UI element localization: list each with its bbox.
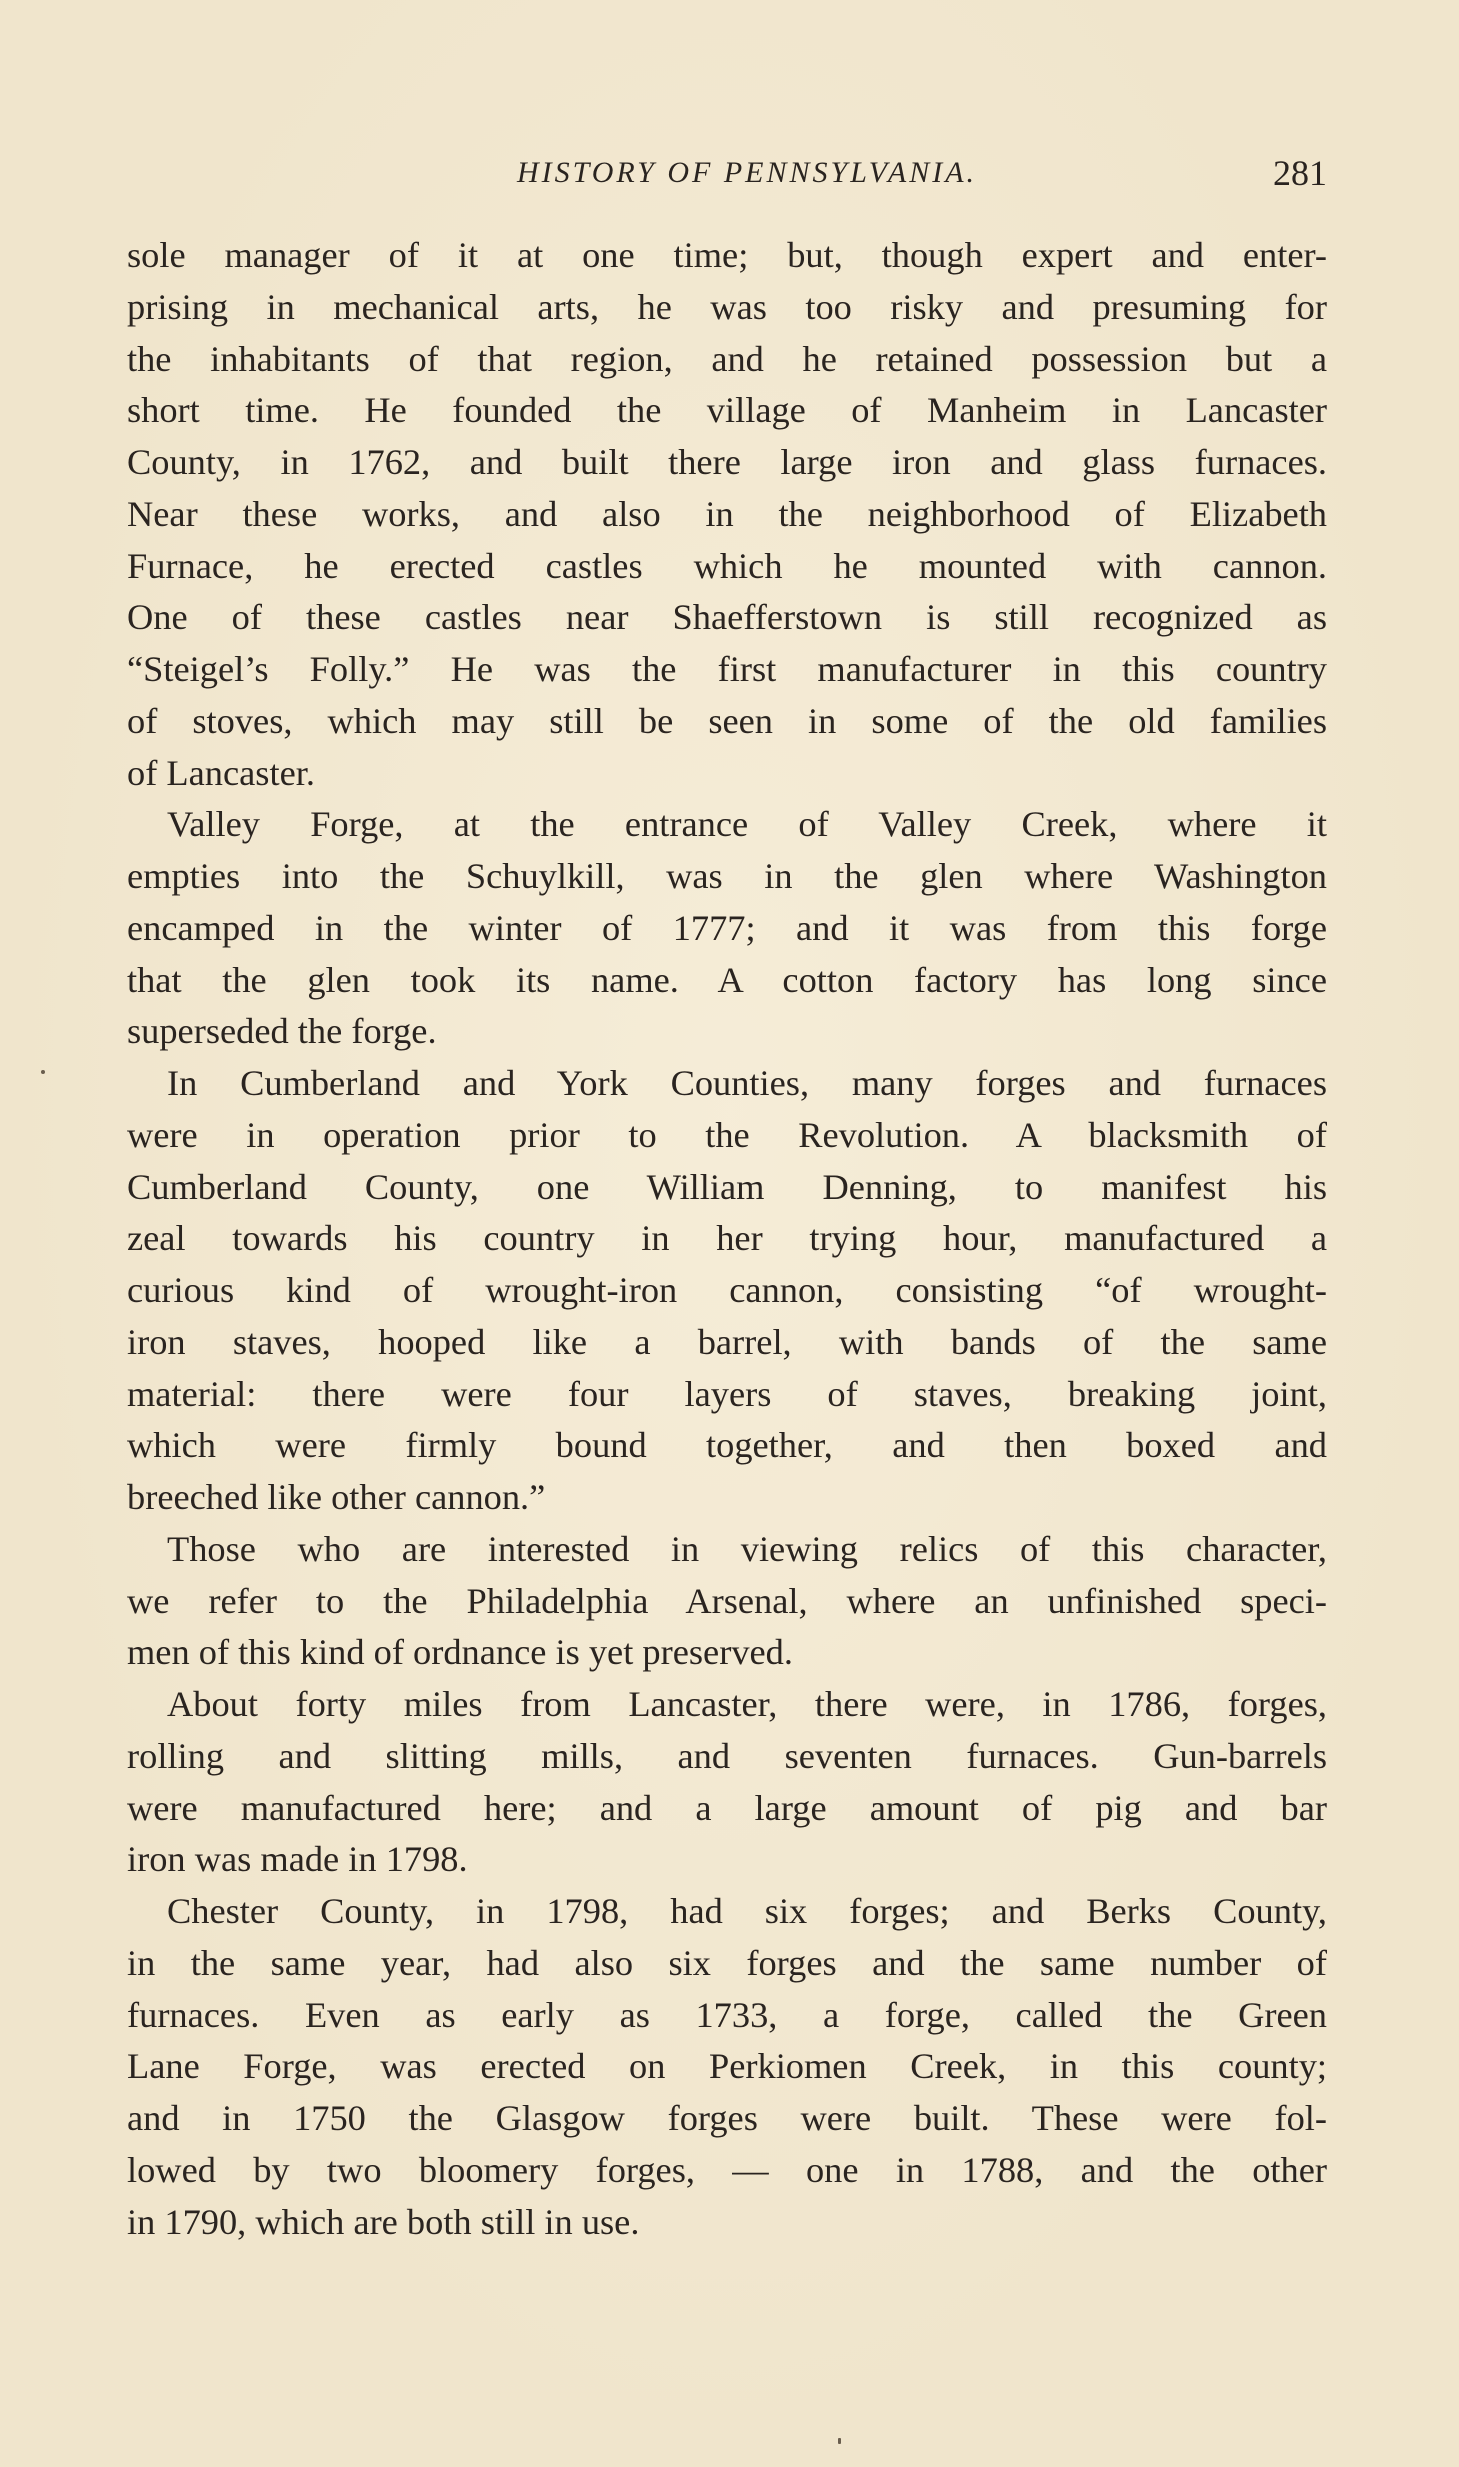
text-line: zeal towards his country in her trying hour, manufactured a [127, 1218, 1327, 1259]
text-line: Near these works, and also in the neighborhood of Elizabeth [127, 493, 1327, 534]
running-head [127, 150, 1327, 200]
text-line: empties into the Schuylkill, was in the glen where Washington [127, 856, 1327, 896]
text-line: we refer to the Philadelphia Arsenal, where an unfinished speci- [127, 1580, 1327, 1621]
body-text [127, 230, 1327, 2248]
text-line: furnaces. Even as early as 1733, a forge, called the Green [127, 1994, 1327, 2035]
text-line: Those who are interested in viewing relics of this character, [167, 1528, 1327, 1569]
running-title: HISTORY OF PENNSYLVANIA. [516, 156, 978, 189]
text-line: in the same year, had also six forges and the same number of [127, 1942, 1327, 1983]
paper-speck [838, 2438, 841, 2444]
text-line: About forty miles from Lancaster, there were, in 1786, forges, [167, 1684, 1327, 1724]
text-line: rolling and slitting mills, and seventen furnaces. Gun-barrels [127, 1735, 1327, 1776]
text-line: Cumberland County, one William Denning, to manifest his [127, 1166, 1327, 1207]
text-line: in 1790, which are both still in use. [127, 2201, 640, 2242]
text-line: the inhabitants of that region, and he retained possession but a [127, 338, 1327, 379]
text-line: sole manager of it at one time; but, though expert and enter- [127, 235, 1327, 275]
text-line: prising in mechanical arts, he was too risky and presuming for [127, 286, 1327, 327]
text-line: of Lancaster. [127, 752, 315, 793]
text-line: short time. He founded the village of Manheim in Lancaster [127, 390, 1327, 431]
text-line: of stoves, which may still be seen in some of the old families [127, 700, 1327, 741]
text-line: Valley Forge, at the entrance of Valley Creek, where it [167, 804, 1327, 845]
text-line: Furnace, he erected castles which he mounted with cannon. [127, 545, 1327, 586]
text-line: were in operation prior to the Revolution. A blacksmith of [127, 1114, 1327, 1155]
text-line: “Steigel’s Folly.” He was the first manufacturer in this country [127, 649, 1327, 689]
text-line: In Cumberland and York Counties, many forges and furnaces [167, 1063, 1327, 1103]
text-line: superseded the forge. [127, 1011, 437, 1052]
text-line: lowed by two bloomery forges, — one in 1788, and the other [127, 2149, 1327, 2190]
text-line: Chester County, in 1798, had six forges; and Berks County, [167, 1891, 1327, 1931]
text-line: which were firmly bound together, and then boxed and [127, 1425, 1327, 1466]
text-line: iron staves, hooped like a barrel, with bands of the same [127, 1321, 1327, 1362]
text-line: curious kind of wrought-iron cannon, consisting “of wrought- [127, 1270, 1327, 1310]
text-line: iron was made in 1798. [127, 1839, 468, 1880]
text-line: men of this kind of ordnance is yet preserved. [127, 1632, 793, 1673]
text-line: encamped in the winter of 1777; and it was from this forge [127, 907, 1327, 948]
text-line: material: there were four layers of staves, breaking joint, [127, 1373, 1327, 1414]
text-line: were manufactured here; and a large amount of pig and bar [127, 1787, 1327, 1828]
text-line: that the glen took its name. A cotton factory has long since [127, 959, 1327, 1000]
text-line: and in 1750 the Glasgow forges were built. These were fol- [127, 2098, 1327, 2138]
text-line: County, in 1762, and built there large iron and glass furnaces. [127, 442, 1327, 482]
text-line: Lane Forge, was erected on Perkiomen Creek, in this county; [127, 2046, 1327, 2087]
text-line: One of these castles near Shaefferstown is still recognized as [127, 597, 1327, 638]
paper-speck [41, 1070, 45, 1074]
text-line: breeched like other cannon.” [127, 1477, 546, 1517]
page-number: 281 [1273, 153, 1327, 193]
